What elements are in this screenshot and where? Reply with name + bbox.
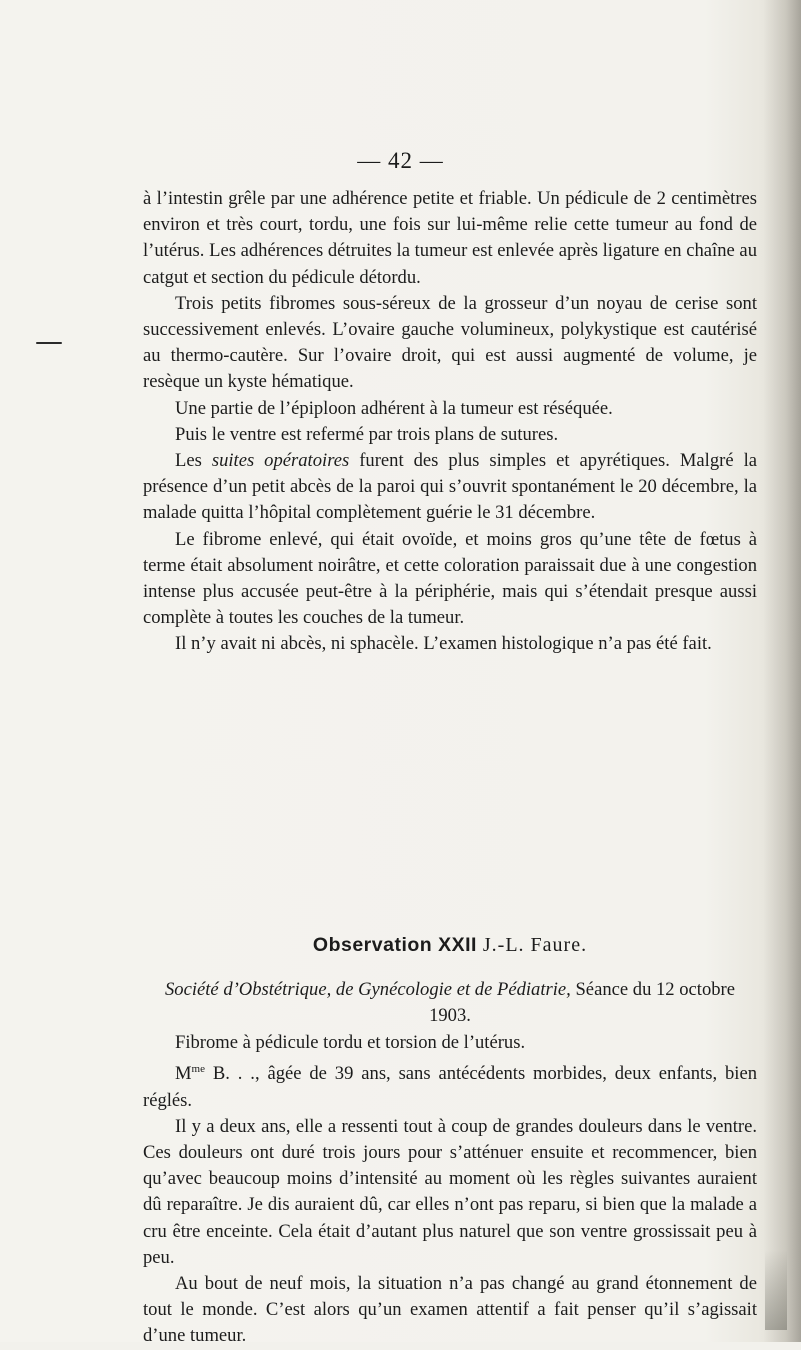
text-block-top <box>143 186 757 658</box>
title-sup: me <box>191 1063 205 1076</box>
text-block-bottom <box>143 1030 757 1350</box>
suites-rest: furent des plus simples et apyrétiques. Malgré la présence d’un petit abcès de la paroi qui s’ouvrit spontanément le 20 décembre, la malade quitta l’hôpital complètement guérie le 31 décembre. <box>143 450 757 524</box>
society-name: Société d’Obstétrique, de Gynécologie et de Pédiatrie, <box>164 979 571 1000</box>
margin-mark <box>36 342 62 344</box>
paragraph: Il y a deux ans, elle a ressenti tout à coup de grandes douleurs dans le ventre. Ces douleurs ont duré trois jours pour s’atténuer ensuite et recommencer, bien qu’avec beaucoup moins d’intensité au moment où les règles suivantes auraient dû reparaître. Je dis auraient dû, car elles n’ont pas reparu, si bien que la malade a cru être enceinte. Cela était d’autant plus naturel que son ventre grossissait peu à peu. <box>143 1115 757 1268</box>
paragraph: à l’intestin grêle par une adhérence petite et friable. Un pédicule de 2 centimètres environ et très court, tordu, une fois sur lui-même relie cette tumeur au fond de l’utérus. Les adhérences détruites la tumeur est enlevée après ligature en chaîne au catgut et section du pédicule détordu. <box>143 188 757 288</box>
paragraph: Le fibrome enlevé, qui était ovoïde, et moins gros qu’une tête de fœtus à terme était absolument noirâtre, et cette coloration paraissait due à une congestion intense plus accusée peut-être à la périphérie, mais qui s’étendait presque aussi complète à toutes les couches de la tumeur. <box>143 528 757 629</box>
paragraph: Puis le ventre est refermé par trois plans de sutures. <box>175 423 559 445</box>
observation-author: J.-L. Faure. <box>482 934 588 956</box>
suites-lead: Les <box>175 450 202 472</box>
society-citation <box>143 977 757 1029</box>
paragraph: Au bout de neuf mois, la situation n’a pas changé au grand étonnement de tout le monde. C’est alors qu’un examen attentif a fait penser qu’il s’agissait d’une tumeur. <box>143 1273 757 1347</box>
observation-title: Observation XXII <box>312 934 477 956</box>
patient-text: B. . ., âgée de 39 ans, sans antécédents morbides, deux enfants, bien réglés. <box>143 1063 757 1111</box>
suites-italic: suites opératoires <box>211 450 350 472</box>
paragraph-suites <box>143 448 757 527</box>
paragraph: Une partie de l’épiploon adhérent à la tumeur est réséquée. <box>175 397 613 419</box>
paragraph: Il n’y avait ni abcès, ni sphacèle. L’examen histologique n’a pas été fait. <box>175 633 712 655</box>
paragraph-patient <box>143 1056 757 1114</box>
page-number: — 42 — <box>357 148 444 173</box>
title-prefix: M <box>175 1063 192 1085</box>
society-session: Séance du 12 octobre 1903. <box>429 979 736 1027</box>
paragraph: Fibrome à pédicule tordu et torsion de l’utérus. <box>175 1032 526 1053</box>
page-fold-shadow <box>765 1250 787 1330</box>
page-edge-shadow <box>763 0 801 1342</box>
paragraph: Trois petits fibromes sous-séreux de la grosseur d’un noyau de cerise sont successivement enlevés. L’ovaire gauche volumineux, polykystique est cautérisé au thermo-cautère. Sur l’ovaire droit, qui est aussi augmenté de volume, je resèque un kyste hématique. <box>143 292 757 393</box>
observation-heading <box>143 934 757 957</box>
